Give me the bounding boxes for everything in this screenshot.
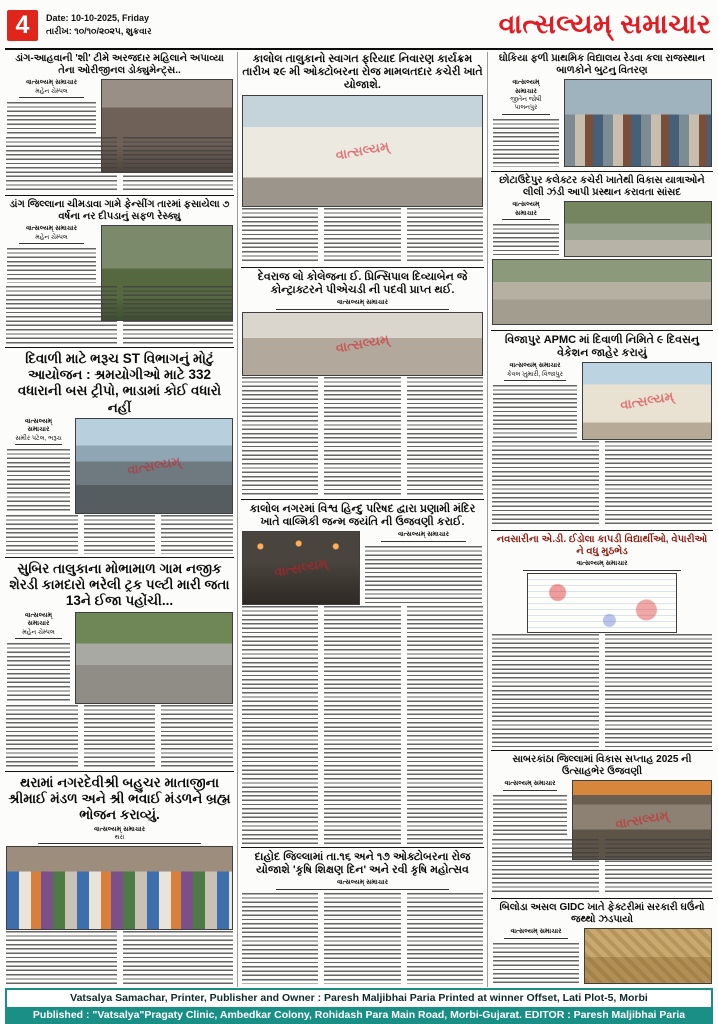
article [491, 50, 713, 172]
imprint-footer [5, 988, 713, 1024]
article [491, 531, 713, 751]
body-text [242, 377, 318, 496]
byline [19, 79, 85, 98]
byline [15, 612, 62, 639]
photo-watermark: વાત્સલ્યમ્ [334, 331, 391, 356]
body-text [7, 248, 96, 283]
byline-reporter: થરા [114, 834, 125, 842]
byline-agency: વાત્સલ્યમ્ સમાચાર [336, 879, 389, 887]
body-text [407, 208, 483, 264]
body-text [407, 893, 483, 984]
article [241, 268, 484, 500]
body-text [493, 385, 577, 438]
headline: બિલોડા અસલ GIDC ખાતે ફેક્ટરીમાં સરકારી ઘઉંનો જથ્થો ઝડપાયો [499, 902, 705, 925]
article [491, 172, 713, 331]
column-divider [237, 52, 238, 987]
body-text [161, 705, 233, 768]
byline-reporter: મહેન ચેમ્પલ [35, 87, 68, 95]
byline [523, 560, 681, 571]
article [5, 558, 234, 772]
byline [38, 826, 201, 845]
headline: દેવરાજ લો કોલેજના ઈ. પ્રિન્સિપાલ દિવ્યાબેન જે કોન્ટ્રાક્ટરને પીએચડી ની પદવી પ્રાપ્ત થઈ. [257, 271, 468, 297]
body-text [123, 931, 234, 984]
headline: કાલોલ નગરમાં વિશ્વ હિન્દુ પરિષદ દ્વારા પ્રણામી મંદિર ખાતે વાલ્મિકી જન્મ જયંતિ ની ઉજવણી કરાઈ. [249, 503, 476, 529]
article [5, 196, 234, 348]
body-text [407, 377, 483, 496]
byline [504, 928, 567, 939]
column-left [5, 50, 234, 987]
body-text [493, 943, 579, 983]
article-photo [6, 846, 233, 930]
byline-agency: વાત્સલ્યમ્ સમાચાર [25, 225, 78, 232]
body-text [324, 893, 400, 984]
photo-watermark: વાત્સલ્યમ્ [334, 138, 391, 163]
article [241, 848, 484, 987]
byline-agency: વાત્સલ્યમ્ સમાચાર [24, 417, 53, 434]
body-text [493, 224, 559, 255]
imprint-line-2: Published : "Vatsalya"Pragaty Clinic, Ambedkar Colony, Rohidash Para Main Road, Morbi-Gujarat. EDITOR : Paresh Maljibhai Paria [7, 1007, 711, 1024]
byline-agency: વાત્સલ્યમ્ સમાચાર [509, 362, 561, 370]
byline [381, 531, 467, 542]
body-text [324, 208, 400, 264]
headline: છોટાઉદેપુર કલેક્ટર કચેરી ખાતેથી વિકાસ યાત્રાઓને લીલી ઝંડી આપી પ્રસ્થાન કરાવતા સાંસદ [499, 175, 705, 198]
byline [15, 418, 62, 445]
body-text [84, 705, 156, 768]
column-middle [241, 50, 484, 987]
article-photo [492, 259, 712, 325]
byline [502, 201, 551, 220]
article-photo [242, 95, 483, 207]
article [5, 348, 234, 558]
date-block [46, 12, 152, 37]
byline-agency: વાત્સલ્યમ્ સમાચાર [512, 79, 540, 95]
headline: દિવાળી માટે ભરૂચ ST વિભાગનું મોટું આયોજન : શ્રમયોગીઓ માટે 332 વધારાની બસ ટ્રીપો, ભાડામાં કોઈ વધારો નહીં [17, 351, 222, 415]
body-text [242, 606, 318, 844]
article [5, 50, 234, 196]
byline-agency: વાત્સલ્યમ્ સમાચાર [576, 560, 628, 567]
body-text [324, 377, 400, 496]
body-text [7, 449, 70, 512]
body-text [6, 515, 78, 554]
body-text [161, 515, 233, 554]
headline: થરામાં નગરદેવીશ્રી બહુચર માતાજીના શ્રીમાઈ મંડળ અને શ્રી ભવાઈ મંડળને બ્રહ્મ ભોજન કરાવ્યું. [8, 775, 231, 823]
body-text [492, 839, 599, 895]
body-text [407, 606, 483, 844]
headline: દાહોદ જિલ્લામાં તા.૧૬ અને ૧૭ ઓક્ટોબરના રોજ યોજાશે 'કૃષિ શિક્ષણ દિન' અને રવી કૃષિ મહોત્સવ [254, 851, 471, 877]
body-text [123, 137, 234, 192]
body-text [365, 546, 482, 603]
article-photo [584, 928, 712, 984]
byline-reporter: સમીર પટેલ, ભરૂચ [15, 434, 62, 442]
headline: ડાંગ-આહવાની 'શી' ટીમે અરજદાર મહિલાને અપાવ્યા તેના ઓરીજીનલ ડોક્યુમેન્ટ્સ.. [15, 53, 224, 76]
body-text [7, 643, 70, 702]
byline [502, 79, 551, 115]
byline-agency: વાત્સલ્યમ્ સમાચાર [510, 928, 562, 935]
column-right [491, 50, 713, 987]
article-photo [582, 362, 712, 440]
byline-reporter: મહેન ચેમ્પલ [22, 628, 55, 636]
article [241, 500, 484, 848]
article-photo [242, 531, 360, 605]
headline: ડાંગ જિલ્લાના ચીમડાવા ગામે ફેન્સીંગ તારમાં ફસાયેલા ૭ વર્ષના નર દીપડાનું સફળ રેસ્ક્યુ [9, 199, 230, 222]
body-text [123, 286, 234, 344]
byline-agency: વાત્સલ્યમ્ સમાચાર [512, 201, 540, 217]
article [491, 751, 713, 899]
byline-agency: વાત્સલ્યમ્ સમાચાર [25, 79, 78, 86]
byline-reporter: મહેન ચેમ્પલ [35, 233, 68, 241]
headline: નવસારીના એ.ડી. ઈડોલા કાપડી વિદ્યાર્થીઓ, વેપારીઓ ને વધુ મુઠભેડ [496, 534, 708, 557]
photo-watermark: વાત્સલ્યમ્ [273, 555, 329, 580]
byline-reporter: કેવલ ખુમારી, વિજાપુર [507, 370, 563, 378]
article-photo [75, 418, 233, 514]
byline [19, 225, 85, 244]
article [5, 772, 234, 987]
body-text [324, 606, 400, 844]
body-text [492, 441, 599, 527]
article-photo [564, 79, 712, 167]
date-gujarati: તારીખ: ૧૦/૧૦/૨૦૨૫, શુક્રવાર [46, 26, 152, 36]
body-text [493, 795, 567, 836]
page-number: 4 [7, 10, 38, 41]
body-text [605, 441, 712, 527]
article [491, 331, 713, 531]
headline: વિજાપુર APMC માં દિવાળી નિમિતે ૯ દિવસનુ વેકેશન જાહેર કરાયું [504, 334, 700, 360]
byline-agency: વાત્સલ્યમ્ સમાચાર [397, 531, 450, 539]
masthead-title: વાત્સલ્યમ્ સમાચાર [498, 9, 711, 39]
body-text [605, 839, 712, 895]
body-text [242, 208, 318, 264]
article [241, 50, 484, 268]
column-divider [487, 52, 488, 987]
byline-agency: વાત્સલ્યમ્ સમાચાર [336, 299, 389, 307]
body-text [493, 119, 559, 167]
byline-reporter: જીતેન જોષી પાલનપુર [510, 96, 542, 112]
headline: સાબરકાંઠા જિલ્લામાં વિકાસ સપ્તાહ 2025 ની ઉત્સાહભેર ઉજવણી [512, 754, 692, 777]
photo-watermark: વાત્સલ્યમ્ [614, 807, 670, 832]
byline [276, 879, 450, 890]
body-text [492, 634, 599, 747]
headline: સુબિર તાલુકાના મોભામાળ ગામ નજીક શેરડી કામદારો ભરેલી ટ્રક પલ્ટી મારી જતા 13ને ઈજા પહોંચી... [9, 561, 230, 609]
imprint-line-1: Vatsalya Samachar, Printer, Publisher and Owner : Paresh Maljibhai Paria Printed at winner Offset, Lati Plot-5, Morbi [7, 990, 711, 1007]
byline-agency: વાત્સલ્યમ્ સમાચાર [504, 780, 556, 787]
article-photo [564, 201, 712, 257]
body-text [242, 893, 318, 984]
date-english: Date: 10-10-2025, Friday [46, 13, 150, 24]
headline: ઘોકિયા ફળી પ્રાથમિક વિદ્યાલય રેડવા કલા રાજસ્થાન બાળકોને બુટનુ વિતરણ [498, 53, 706, 76]
byline [503, 780, 558, 791]
body-text [6, 137, 117, 192]
byline-agency: વાત્સલ્યમ્ સમાચાર [24, 611, 53, 628]
content-columns [5, 50, 713, 987]
byline [504, 362, 566, 381]
page-header [5, 0, 713, 46]
body-text [84, 515, 156, 554]
headline: કાલોલ તાલુકાનો સ્વાગત ફરિયાદ નિવારણ કાર્યક્રમ તારીખ ૨૯ મી ઓક્ટોબરના રોજ મામલતદાર કચેરી ખાતે યોજાશે. [242, 53, 483, 92]
byline-agency: વાત્સલ્યમ્ સમાચાર [93, 825, 146, 833]
article-photo [75, 612, 233, 704]
document-photo [527, 573, 677, 633]
article [491, 899, 713, 987]
byline [276, 299, 450, 310]
article-photo [242, 312, 483, 376]
photo-watermark: વાત્સલ્યમ્ [619, 388, 675, 413]
photo-watermark: વાત્સલ્યમ્ [126, 453, 182, 478]
body-text [7, 102, 96, 134]
body-text [6, 286, 117, 344]
body-text [6, 705, 78, 768]
body-text [605, 634, 712, 747]
body-text [6, 931, 117, 984]
